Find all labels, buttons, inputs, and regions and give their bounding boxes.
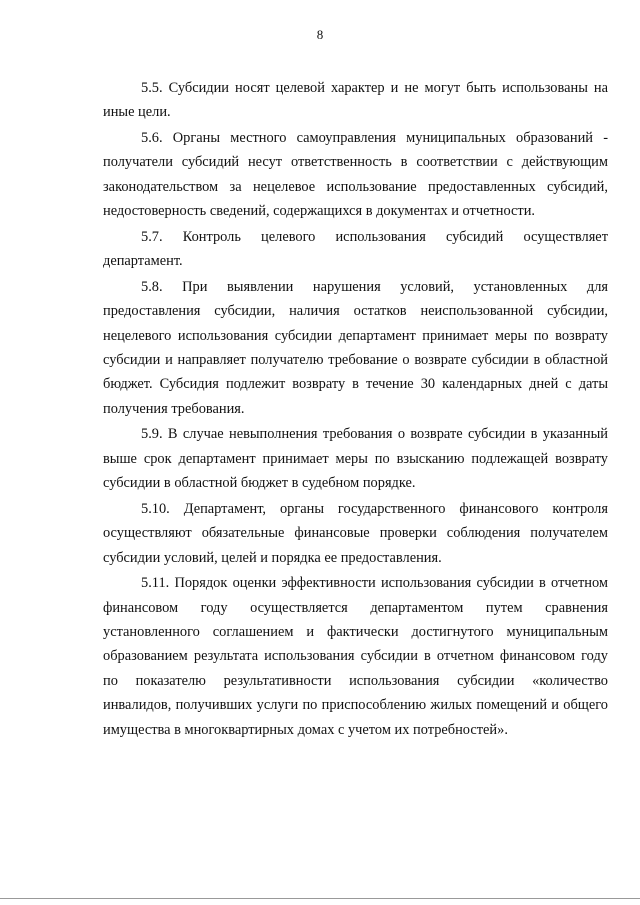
paragraph-5-10: 5.10. Департамент, органы государственного финансового контроля осуществляют обязательные финансовые проверки соблюдения получателем субсидии условий, целей и порядка ее предоставления. (103, 500, 608, 566)
page-bottom-divider (0, 898, 640, 899)
paragraph-5-5: 5.5. Субсидии носят целевой характер и не могут быть использованы на иные цели. (103, 80, 608, 121)
paragraph-5-8: 5.8. При выявлении нарушения условий, установленных для предоставления субсидии, наличия остатков неиспользованной субсидии, нецелевого использования субсидии департамент принимает меры по возврату субсидии и направляет получателю требование о возврате субсидии в областной бюджет. Субсидия подлежит возврату в течение 30 календарных дней с даты получения требования. (103, 278, 608, 417)
paragraph-5-7: 5.7. Контроль целевого использования субсидий осуществляет департамент. (103, 228, 608, 270)
paragraph-5-9: 5.9. В случае невыполнения требования о возврате субсидии в указанный выше срок департамент принимает меры по взысканию подлежащей возврату субсидии в областной бюджет в судебном порядке. (103, 426, 608, 492)
page-number: 8 (316, 27, 324, 42)
paragraph-5-6: 5.6. Органы местного самоуправления муниципальных образований - получатели субсидий несут ответственность в соответствии с действующим законодательством за нецелевое использование предоставленных субсидий, недостоверность сведений, содержащихся в документах и отчетности. (103, 129, 608, 220)
document-body (103, 76, 608, 743)
paragraph-5-11: 5.11. Порядок оценки эффективности использования субсидии в отчетном финансовом году осуществляется департаментом путем сравнения установленного соглашением и фактически достигнутого муниципальным образованием результата использования субсидии в отчетном финансовом году по показателю результативности использования субсидии «количество инвалидов, получивших услуги по приспособлению жилых помещений и общего имущества в многоквартирных домах с учетом их потребностей». (103, 575, 608, 738)
